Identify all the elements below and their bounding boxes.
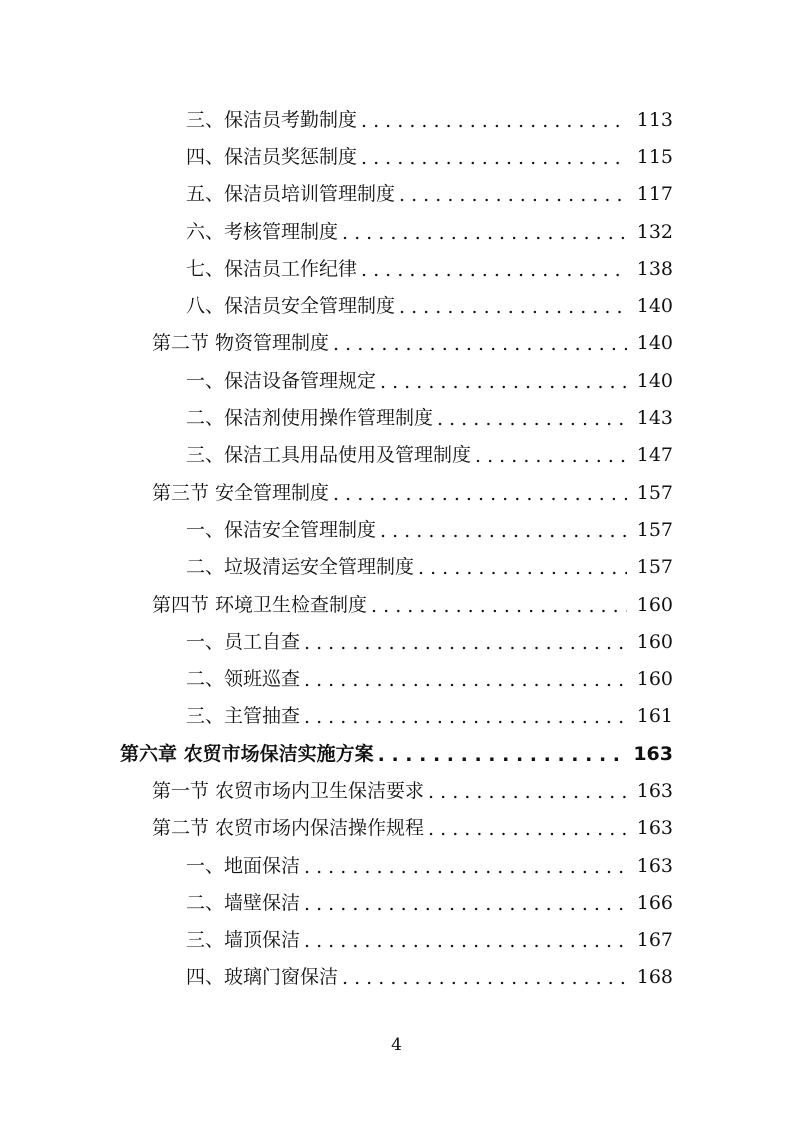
toc-item-entry[interactable]: [0, 101, 793, 138]
dot-leader: [361, 258, 627, 282]
toc-entry-title: 二、墙壁保洁: [186, 891, 301, 914]
dot-leader: [304, 631, 627, 655]
toc-entry-title: 六、考核管理制度: [186, 220, 339, 243]
dot-leader: [475, 444, 627, 468]
toc-item-entry[interactable]: [0, 549, 793, 586]
toc-section-entry[interactable]: [0, 325, 793, 362]
dot-leader: [380, 519, 627, 543]
dot-leader: [304, 929, 627, 953]
toc-item-entry[interactable]: [0, 287, 793, 324]
toc-item-entry[interactable]: [0, 511, 793, 548]
toc-section-entry[interactable]: [0, 772, 793, 809]
dot-leader: [399, 183, 627, 207]
dot-leader: [361, 146, 627, 170]
toc-entry-title: 二、保洁剂使用操作管理制度: [186, 407, 434, 430]
dot-leader: [304, 892, 627, 916]
toc-entry-title: 三、保洁工具用品使用及管理制度: [186, 444, 472, 467]
toc-entry-page: 160: [636, 630, 673, 653]
toc-entry-title: 五、保洁员培训管理制度: [186, 183, 396, 206]
toc-entry-page: 140: [636, 295, 673, 318]
toc-item-entry[interactable]: [0, 362, 793, 399]
toc-item-entry[interactable]: [0, 138, 793, 175]
toc-item-entry[interactable]: [0, 884, 793, 921]
toc-entry-title: 七、保洁员工作纪律: [186, 257, 358, 280]
toc-entry-title: 第六章 农贸市场保洁实施方案: [120, 742, 374, 765]
toc-entry-page: 166: [636, 891, 673, 914]
toc-entry-title: 第三节 安全管理制度: [152, 481, 330, 504]
toc-section-entry[interactable]: [0, 586, 793, 623]
toc-entry-page: 157: [636, 518, 673, 541]
toc-entry-page: 160: [636, 593, 673, 616]
toc-entry-title: 四、保洁员奖惩制度: [186, 145, 358, 168]
toc-entry-page: 140: [636, 369, 673, 392]
toc-section-entry[interactable]: [0, 474, 793, 511]
toc-entry-page: 138: [636, 257, 673, 280]
dot-leader: [361, 109, 627, 133]
toc-entry-title: 一、地面保洁: [186, 854, 301, 877]
dot-leader: [304, 705, 627, 729]
toc-entry-page: 117: [636, 183, 673, 206]
toc-entry-title: 二、垃圾清运安全管理制度: [186, 556, 415, 579]
toc-entry-title: 二、领班巡查: [186, 668, 301, 691]
table-of-contents: [0, 101, 793, 996]
toc-entry-title: 一、保洁设备管理规定: [186, 369, 377, 392]
toc-entry-title: 四、玻璃门窗保洁: [186, 966, 339, 989]
page-number: 4: [391, 1035, 402, 1055]
toc-entry-title: 三、主管抽查: [186, 705, 301, 728]
toc-item-entry[interactable]: [0, 399, 793, 436]
toc-entry-page: 157: [636, 556, 673, 579]
toc-entry-page: 160: [636, 668, 673, 691]
dot-leader: [437, 407, 627, 431]
toc-item-entry[interactable]: [0, 959, 793, 996]
toc-entry-title: 八、保洁员安全管理制度: [186, 295, 396, 318]
toc-entry-title: 第一节 农贸市场内卫生保洁要求: [152, 779, 425, 802]
dot-leader: [304, 668, 627, 692]
dot-leader: [428, 780, 627, 804]
toc-item-entry[interactable]: [0, 847, 793, 884]
toc-item-entry[interactable]: [0, 250, 793, 287]
toc-entry-page: 113: [636, 108, 673, 131]
dot-leader: [418, 556, 627, 580]
toc-entry-title: 第二节 物资管理制度: [152, 332, 330, 355]
dot-leader: [399, 295, 627, 319]
toc-section-entry[interactable]: [0, 810, 793, 847]
toc-entry-page: 143: [636, 407, 673, 430]
toc-entry-title: 一、保洁安全管理制度: [186, 518, 377, 541]
toc-entry-page: 115: [636, 145, 673, 168]
toc-item-entry[interactable]: [0, 922, 793, 959]
toc-entry-page: 157: [636, 481, 673, 504]
toc-item-entry[interactable]: [0, 437, 793, 474]
toc-entry-page: 132: [636, 220, 673, 243]
toc-entry-page: 163: [636, 817, 673, 840]
toc-chapter-entry[interactable]: [0, 735, 793, 772]
toc-entry-page: 163: [636, 779, 673, 802]
dot-leader: [342, 966, 627, 990]
toc-item-entry[interactable]: [0, 623, 793, 660]
toc-item-entry[interactable]: [0, 176, 793, 213]
dot-leader: [342, 221, 627, 245]
toc-entry-page: 163: [633, 742, 673, 765]
toc-item-entry[interactable]: [0, 213, 793, 250]
toc-entry-page: 140: [636, 332, 673, 355]
dot-leader: [378, 743, 627, 767]
toc-item-entry[interactable]: [0, 660, 793, 697]
dot-leader: [371, 594, 627, 618]
dot-leader: [333, 332, 627, 356]
toc-item-entry[interactable]: [0, 698, 793, 735]
toc-entry-page: 163: [636, 854, 673, 877]
toc-entry-page: 161: [636, 705, 673, 728]
toc-entry-title: 第四节 环境卫生检查制度: [152, 593, 368, 616]
toc-entry-title: 三、保洁员考勤制度: [186, 108, 358, 131]
dot-leader: [428, 817, 627, 841]
toc-entry-page: 147: [636, 444, 673, 467]
toc-entry-page: 167: [636, 929, 673, 952]
dot-leader: [304, 855, 627, 879]
toc-entry-page: 168: [636, 966, 673, 989]
toc-entry-title: 第二节 农贸市场内保洁操作规程: [152, 817, 425, 840]
toc-entry-title: 一、员工自查: [186, 630, 301, 653]
dot-leader: [333, 482, 627, 506]
dot-leader: [380, 370, 627, 394]
toc-entry-title: 三、墙顶保洁: [186, 929, 301, 952]
